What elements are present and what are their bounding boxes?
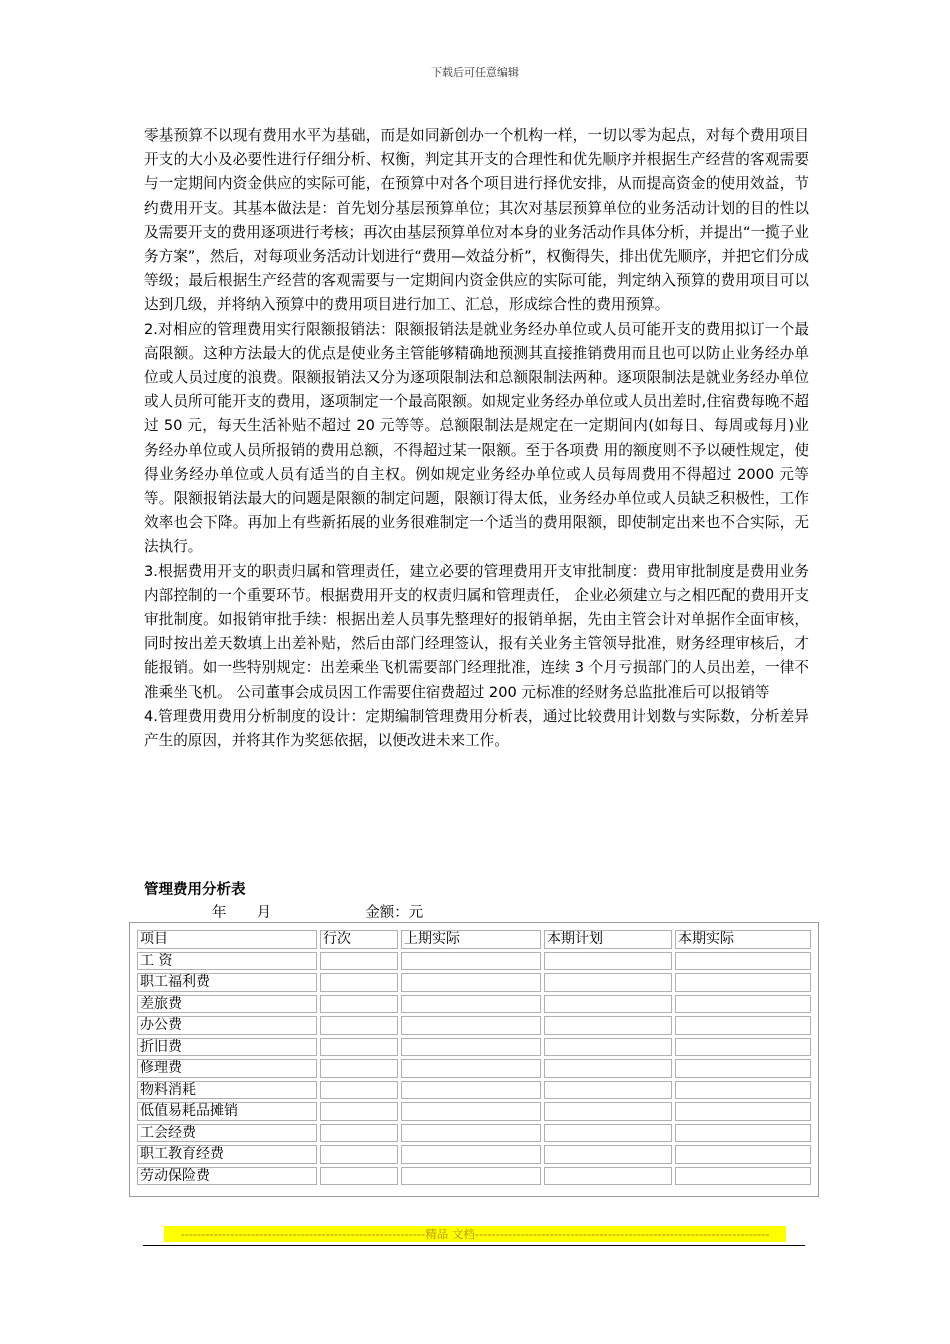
- row-value-cell: [320, 952, 398, 971]
- row-value-cell: [544, 1038, 672, 1057]
- row-value-cell: [675, 973, 811, 992]
- row-item-label: 差旅费: [137, 995, 317, 1014]
- row-value-cell: [320, 1081, 398, 1100]
- row-item-label: 职工福利费: [137, 973, 317, 992]
- paragraph-analysis-system: 4.管理费用费用分析制度的设计：定期编制管理费用分析表，通过比较费用计划数与实际数，分析差异产生的原因，并将其作为奖惩依据，以便改进未来工作。: [144, 707, 809, 750]
- paragraph-zero-based-budget: 零基预算不以现有费用水平为基础，而是如同新创办一个机构一样，一切以零为起点，对每个费用项目开支的大小及必要性进行仔细分析、权衡，判定其开支的合理性和优先顺序并根据生产经营的客观需要与一定期间内资金供应的实际可能，在预算中对各个项目进行择优安排，从而提高资金的使用效益，节约费用开支。其基本做法是：首先划分基层预算单位；其次对基层预算单位的业务活动计划的目的性以及需要开支的费用逐项进行考核；再次由基层预算单位对本身的业务活动作具体分析，并提出“一揽子业务方案”，然后，对每项业务活动计划进行“费用—效益分析”，权衡得失，排出优先顺序，并把它们分成等级；最后根据生产经营的客观需要与一定期间内资金供应的实际可能，判定纳入预算的费用项目可以达到几级，并将纳入预算中的费用项目进行加工、汇总，形成综合性的费用预算。: [144, 127, 809, 314]
- header-curr-plan: 本期计划: [544, 930, 672, 949]
- table-row: [137, 1016, 811, 1035]
- row-item-label: 物料消耗: [137, 1081, 317, 1100]
- row-value-cell: [675, 1102, 811, 1121]
- row-value-cell: [401, 1145, 541, 1164]
- row-item-label: 职工教育经费: [137, 1145, 317, 1164]
- row-item-label: 劳动保险费: [137, 1167, 317, 1186]
- row-value-cell: [544, 1081, 672, 1100]
- row-value-cell: [401, 952, 541, 971]
- row-value-cell: [544, 1167, 672, 1186]
- amount-label: 金额：元: [365, 905, 424, 921]
- row-value-cell: [401, 973, 541, 992]
- header-line-no: 行次: [320, 930, 398, 949]
- table-row: [137, 952, 811, 971]
- row-value-cell: [320, 1102, 398, 1121]
- row-value-cell: [544, 1124, 672, 1143]
- row-value-cell: [675, 1016, 811, 1035]
- table-subheader: [212, 901, 423, 922]
- table-title: 管理费用分析表: [144, 882, 246, 898]
- row-value-cell: [320, 1038, 398, 1057]
- row-value-cell: [320, 1059, 398, 1078]
- row-value-cell: [401, 1167, 541, 1186]
- row-value-cell: [675, 1059, 811, 1078]
- page-header: 下载后可任意编辑: [431, 66, 519, 79]
- body-text: [144, 124, 809, 753]
- row-value-cell: [320, 1124, 398, 1143]
- row-value-cell: [544, 1145, 672, 1164]
- table-row: [137, 1081, 811, 1100]
- row-value-cell: [320, 1016, 398, 1035]
- row-value-cell: [544, 1059, 672, 1078]
- year-label: 年: [212, 905, 227, 921]
- row-value-cell: [401, 1102, 541, 1121]
- row-item-label: 折旧费: [137, 1038, 317, 1057]
- row-value-cell: [320, 973, 398, 992]
- month-label: 月: [256, 905, 272, 921]
- paragraph-quota-reimbursement: 2.对相应的管理费用实行限额报销法：限额报销法是就业务经办单位或人员可能开支的费用拟订一个最高限额。这种方法最大的优点是使业务主管能够精确地预测其直接推销费用而且也可以防止业务经办单位或人员过度的浪费。限额报销法又分为逐项限制法和总额限制法两种。逐项限制法是就业务经办单位或人员所可能开支的费用，逐项制定一个最高限额。如规定业务经办单位或人员出差时,住宿费每晚不超过 50 元，每天生活补贴不超过 20 元等等。总额限制法是规定在一定期间内(如每日、每周或每月)业务经办单位或人员所报销的费用总额，不得超过某一限额。至于各项费 用的额度则不予以硬性规定，使得业务经办单位或人员有适当的自主权。例如规定业务经办单位或人员每周费用不得超过 2000 元等等。限额报销法最大的问题是限额的制定问题，限额订得太低，业务经办单位或人员缺乏积极性，工作效率也会下降。再加上有些新拓展的业务很难制定一个适当的费用限额，即使制定出来也不合实际，无法执行。: [144, 320, 809, 556]
- row-value-cell: [401, 1081, 541, 1100]
- row-value-cell: [401, 1124, 541, 1143]
- row-value-cell: [675, 1167, 811, 1186]
- table-row: [137, 995, 811, 1014]
- row-value-cell: [675, 1081, 811, 1100]
- row-value-cell: [675, 995, 811, 1014]
- paragraph-approval-system: 3.根据费用开支的职责归属和管理责任，建立必要的管理费用开支审批制度：费用审批制度是费用业务内部控制的一个重要环节。根据费用开支的权责归属和管理责任， 企业必须建立与之相匹配的费用开支审批制度。如报销审批手续：根据出差人员事先整理好的报销单据，先由主管会计对单据作全面审核，同时按出差天数填上出差补贴，然后由部门经理签认，报有关业务主管领导批准，财务经理审核后，才能报销。如一些特别规定：出差乘坐飞机需要部门经理批准，连续 3 个月亏损部门的人员出差，一律不准乘坐飞机。 公司董事会成员因工作需要住宿费超过 200 元标准的经财务总监批准后可以报销等: [144, 562, 809, 701]
- header-prev-actual: 上期实际: [401, 930, 541, 949]
- table-row: [137, 1124, 811, 1143]
- table-header-row: [137, 930, 811, 949]
- header-item: 项目: [137, 930, 317, 949]
- row-value-cell: [675, 1038, 811, 1057]
- row-value-cell: [401, 1016, 541, 1035]
- table-row: [137, 1102, 811, 1121]
- row-value-cell: [675, 952, 811, 971]
- row-value-cell: [320, 1167, 398, 1186]
- row-value-cell: [401, 995, 541, 1014]
- row-item-label: 低值易耗品摊销: [137, 1102, 317, 1121]
- row-value-cell: [320, 995, 398, 1014]
- row-value-cell: [544, 995, 672, 1014]
- row-value-cell: [544, 1102, 672, 1121]
- row-value-cell: [320, 1145, 398, 1164]
- table-row: [137, 973, 811, 992]
- expense-analysis-table: [129, 922, 819, 1197]
- row-item-label: 工 资: [137, 952, 317, 971]
- row-item-label: 工会经费: [137, 1124, 317, 1143]
- row-value-cell: [544, 1016, 672, 1035]
- row-item-label: 办公费: [137, 1016, 317, 1035]
- row-item-label: 修理费: [137, 1059, 317, 1078]
- table-row: [137, 1038, 811, 1057]
- row-value-cell: [675, 1145, 811, 1164]
- row-value-cell: [544, 973, 672, 992]
- footer-banner: -----------------------------------------------------------精品 文档-----------------------------------------------------------------------: [164, 1226, 786, 1242]
- row-value-cell: [401, 1059, 541, 1078]
- table-row: [137, 1145, 811, 1164]
- row-value-cell: [544, 952, 672, 971]
- header-curr-actual: 本期实际: [675, 930, 811, 949]
- footer-divider: [143, 1245, 805, 1246]
- table-row: [137, 1059, 811, 1078]
- row-value-cell: [401, 1038, 541, 1057]
- table-row: [137, 1167, 811, 1186]
- row-value-cell: [675, 1124, 811, 1143]
